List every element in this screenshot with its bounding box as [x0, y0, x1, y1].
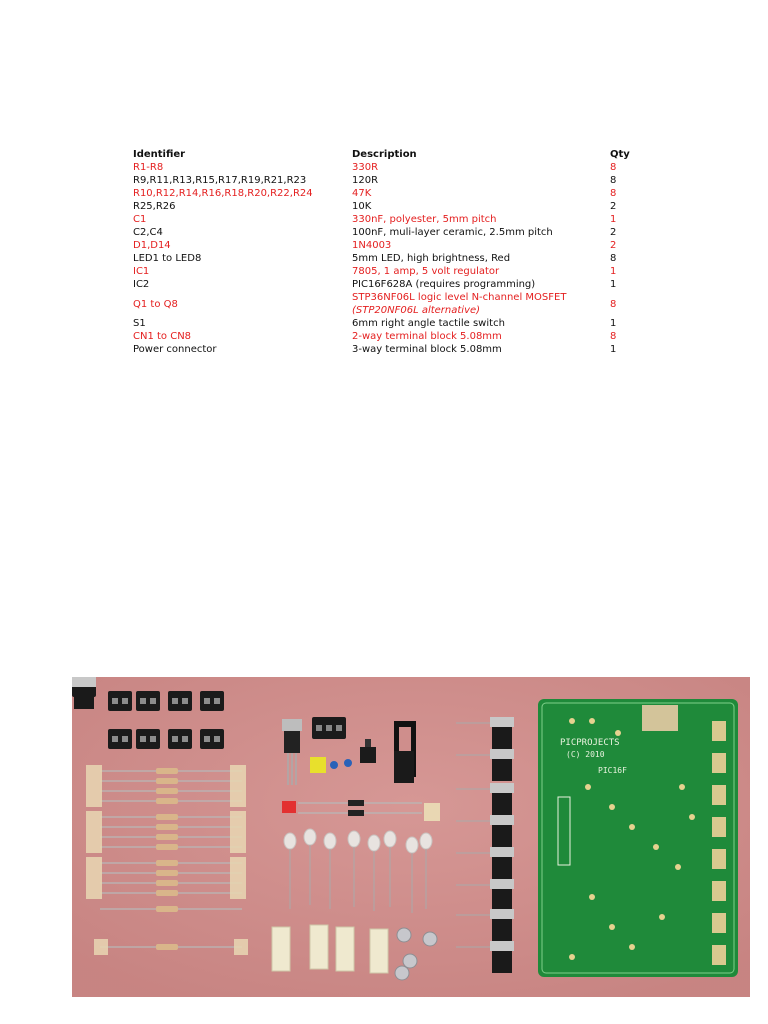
ceramic-capacitor: [344, 759, 352, 767]
mosfet: [490, 909, 514, 941]
table-row: [131, 226, 651, 239]
power-terminal-block: [312, 717, 346, 739]
cell-qty: 1: [610, 318, 617, 329]
cell-identifier: C1: [133, 214, 147, 225]
table-header-row: [131, 148, 651, 161]
cell-description: 6mm right angle tactile switch: [352, 318, 505, 329]
cell-identifier: Q1 to Q8: [133, 298, 178, 310]
cell-description: 3-way terminal block 5.08mm: [352, 344, 502, 355]
table-row: [131, 330, 651, 343]
mosfet: [490, 783, 514, 815]
terminal-block: [168, 691, 192, 711]
kit-components-photo: [72, 677, 750, 997]
cell-description: 10K: [352, 201, 372, 212]
cell-description: 330R: [352, 162, 379, 173]
terminal-block: [136, 691, 160, 711]
cell-description-alt: (STP20NF06L alternative): [352, 305, 481, 316]
cell-qty: 8: [610, 162, 617, 173]
cell-identifier: IC2: [133, 279, 150, 290]
cell-identifier: C2,C4: [133, 227, 163, 238]
cell-identifier: S1: [133, 318, 146, 329]
table-row: [131, 343, 651, 356]
cell-qty: 8: [610, 175, 617, 186]
diode-body: [348, 800, 364, 806]
cell-qty: 8: [610, 253, 617, 264]
diode-body: [348, 810, 364, 816]
terminal-block: [108, 691, 132, 711]
header-identifier: Identifier: [133, 149, 186, 160]
cell-qty: 1: [610, 214, 617, 225]
mosfet: [490, 941, 514, 973]
header-qty: Qty: [610, 149, 630, 160]
parts-list-table: [131, 148, 651, 356]
cell-identifier: R9,R11,R13,R15,R17,R19,R21,R23: [133, 175, 307, 186]
cell-description: 5mm LED, high brightness, Red: [352, 253, 511, 264]
terminal-block: [200, 729, 224, 749]
cell-identifier: R25,R26: [133, 201, 176, 212]
table-row: [131, 239, 651, 252]
cell-description: 2-way terminal block 5.08mm: [352, 331, 502, 342]
mosfet: [490, 879, 514, 911]
pcb-silkscreen-chip: PIC16F: [598, 766, 627, 775]
cell-description: 7805, 1 amp, 5 volt regulator: [352, 266, 500, 277]
polyester-capacitor: [310, 757, 326, 773]
pcb-silkscreen-year: (C) 2010: [566, 750, 605, 759]
mosfet: [490, 717, 514, 749]
cell-qty: 8: [610, 298, 617, 310]
cell-qty: 1: [610, 279, 617, 290]
table-row: [131, 200, 651, 213]
cell-description: 1N4003: [352, 240, 392, 251]
table-row: [131, 317, 651, 330]
terminal-block: [136, 729, 160, 749]
cell-description: 330nF, polyester, 5mm pitch: [352, 214, 497, 225]
cell-description: 47K: [352, 188, 372, 199]
cell-identifier: R10,R12,R14,R16,R18,R20,R22,R24: [133, 188, 313, 199]
header-description: Description: [352, 149, 417, 160]
cell-description: 120R: [352, 175, 379, 186]
cell-qty: 2: [610, 240, 617, 251]
cell-identifier: D1,D14: [133, 240, 171, 251]
terminal-block: [168, 729, 192, 749]
cell-description-main: STP36NF06L logic level N-channel MOSFET: [352, 292, 567, 303]
cell-identifier: R1-R8: [133, 162, 164, 173]
cell-identifier: LED1 to LED8: [133, 253, 202, 264]
cell-qty: 8: [610, 331, 617, 342]
table-row: [131, 252, 651, 265]
mosfets: [72, 677, 96, 709]
cell-identifier: IC1: [133, 266, 150, 277]
pcb-silkscreen-label: PICPROJECTS: [560, 738, 620, 748]
red-led: [282, 801, 296, 813]
cell-qty: 8: [610, 188, 617, 199]
mosfet: [490, 847, 514, 879]
table-row: [131, 161, 651, 174]
cell-description: PIC16F628A (requires programming): [352, 279, 536, 290]
terminal-block: [108, 729, 132, 749]
cell-qty: 1: [610, 344, 617, 355]
table-row: [131, 278, 651, 291]
mosfet: [490, 749, 514, 781]
ceramic-capacitor: [330, 761, 338, 769]
mosfet: [490, 815, 514, 847]
table-row: [131, 174, 651, 187]
cell-identifier: Power connector: [133, 344, 217, 355]
table-row: [131, 213, 651, 226]
table-row: [131, 187, 651, 200]
printed-circuit-board: [538, 699, 738, 977]
cell-identifier: CN1 to CN8: [133, 331, 192, 342]
cell-qty: 1: [610, 266, 617, 277]
diode-tape: [424, 803, 440, 821]
kit-photo-illustration: [72, 677, 750, 997]
cell-qty: 2: [610, 201, 617, 212]
pic-microcontroller: [394, 751, 414, 783]
terminal-block: [200, 691, 224, 711]
pcb-logo-pad: [642, 705, 678, 731]
cell-qty: 2: [610, 227, 617, 238]
cell-description: 100nF, muli-layer ceramic, 2.5mm pitch: [352, 227, 553, 238]
cell-description: [350, 291, 608, 317]
table-row: [131, 265, 651, 278]
table-row: [131, 291, 651, 317]
